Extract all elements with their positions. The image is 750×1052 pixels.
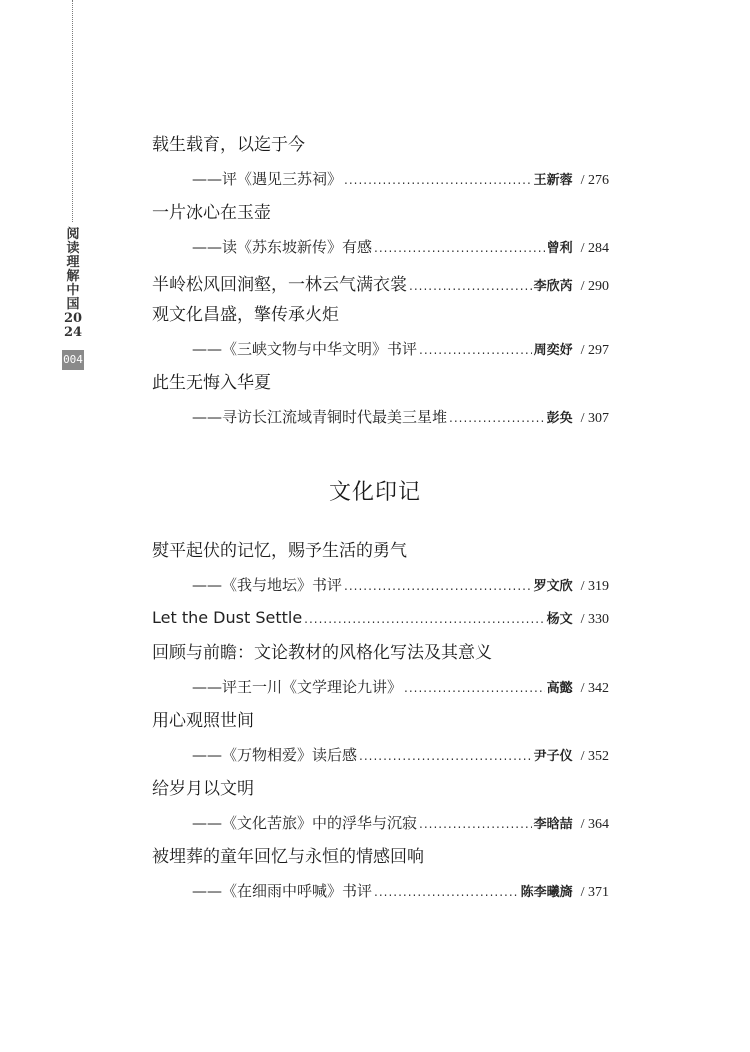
toc-entry-author: 王新蓉	[533, 173, 573, 188]
leader-dots	[419, 817, 532, 831]
toc-entry-author: 罗文欣	[533, 579, 573, 594]
toc-entry-author: 曾利	[546, 241, 573, 256]
toc-entry-author: 尹子仪	[533, 749, 573, 764]
toc-entry-subtitle: ——《万物相爱》读后感	[192, 746, 358, 764]
toc-entry-title[interactable]: 用心观照世间	[152, 711, 254, 731]
toc-entry-author: 彭奂	[546, 411, 573, 426]
toc-entry-title[interactable]: 此生无悔入华夏	[152, 373, 271, 393]
toc-entry-title[interactable]: 回顾与前瞻：文论教材的风格化写法及其意义	[152, 643, 492, 663]
toc-entry-subtitle: ——《三峡文物与中华文明》书评	[192, 340, 418, 358]
toc-entry-page: / 330	[580, 612, 609, 627]
toc-entry-title[interactable]: 一片冰心在玉壶	[152, 203, 271, 223]
toc-entry-page: / 290	[580, 279, 609, 294]
page-number-badge: 004	[62, 350, 84, 370]
leader-dots	[374, 885, 519, 899]
leader-dots	[304, 612, 544, 626]
toc-entry-subtitle: ——读《苏东坡新传》有感	[192, 238, 373, 256]
toc-entry-subtitle: ——评《遇见三苏祠》	[192, 170, 343, 188]
toc-entry-page: / 364	[580, 817, 609, 832]
toc-entry-title[interactable]: 观文化昌盛，擎传承火炬	[152, 305, 339, 325]
toc-entry-row[interactable]	[192, 574, 609, 596]
toc-entry-title[interactable]: 熨平起伏的记忆，赐予生活的勇气	[152, 541, 407, 561]
leader-dots	[344, 579, 532, 593]
toc-entry-page: / 342	[580, 681, 609, 696]
toc-entry-subtitle: ——寻访长江流域青铜时代最美三星堆	[192, 408, 448, 426]
leader-dots	[359, 749, 532, 763]
toc-entry-page: / 297	[580, 343, 609, 358]
toc-entry-subtitle: ——《我与地坛》书评	[192, 576, 343, 594]
leader-dots	[404, 681, 545, 695]
margin-dotted-line	[72, 0, 73, 222]
toc-entry-author: 周奕妤	[533, 343, 573, 358]
toc-entry-author: 杨文	[546, 612, 573, 627]
toc-entry-author: 李晗喆	[533, 817, 573, 832]
toc-entry-row[interactable]	[152, 270, 609, 295]
toc-entry-row[interactable]	[192, 676, 609, 698]
leader-dots	[374, 241, 545, 255]
toc-entry-author: 高懿	[546, 681, 573, 696]
toc-entry-title: Let the Dust Settle	[152, 608, 303, 627]
leader-dots	[419, 343, 532, 357]
toc-entry-page: / 307	[580, 411, 609, 426]
leader-dots	[344, 173, 532, 187]
toc-entry-subtitle: ——评王一川《文学理论九讲》	[192, 678, 403, 696]
section-heading: 文化印记	[328, 480, 421, 505]
toc-entry-author: 陈李曦旖	[520, 885, 573, 900]
toc-entry-page: / 319	[580, 579, 609, 594]
toc-entry-row[interactable]	[192, 338, 609, 360]
running-book-title: 阅读理解中国2024	[63, 227, 83, 340]
toc-entry-row[interactable]	[192, 812, 609, 834]
toc-entry-title[interactable]: 被埋葬的童年回忆与永恒的情感回响	[152, 847, 424, 867]
toc-entry-page: / 276	[580, 173, 609, 188]
toc-entry-title[interactable]: 载生载育，以迄于今	[152, 135, 305, 155]
toc-entry-row[interactable]	[192, 168, 609, 190]
toc-entry-page: / 284	[580, 241, 609, 256]
toc-entry-row[interactable]	[192, 880, 609, 902]
toc-entry-subtitle: ——《文化苦旅》中的浮华与沉寂	[192, 814, 418, 832]
toc-entry-row[interactable]	[192, 744, 609, 766]
toc-entry-page: / 371	[580, 885, 609, 900]
leader-dots	[409, 279, 532, 293]
toc-entry-row[interactable]	[152, 608, 609, 630]
toc-entry-title[interactable]: 给岁月以文明	[152, 779, 254, 799]
toc-entry-page: / 352	[580, 749, 609, 764]
toc-entry-title: 半岭松风回涧壑，一林云气满衣裳	[152, 275, 407, 295]
toc-entry-author: 李欣芮	[533, 279, 573, 294]
toc-entry-row[interactable]	[192, 236, 609, 258]
toc-entry-subtitle: ——《在细雨中呼喊》书评	[192, 882, 373, 900]
toc-entry-row[interactable]	[192, 406, 609, 428]
leader-dots	[449, 411, 545, 425]
